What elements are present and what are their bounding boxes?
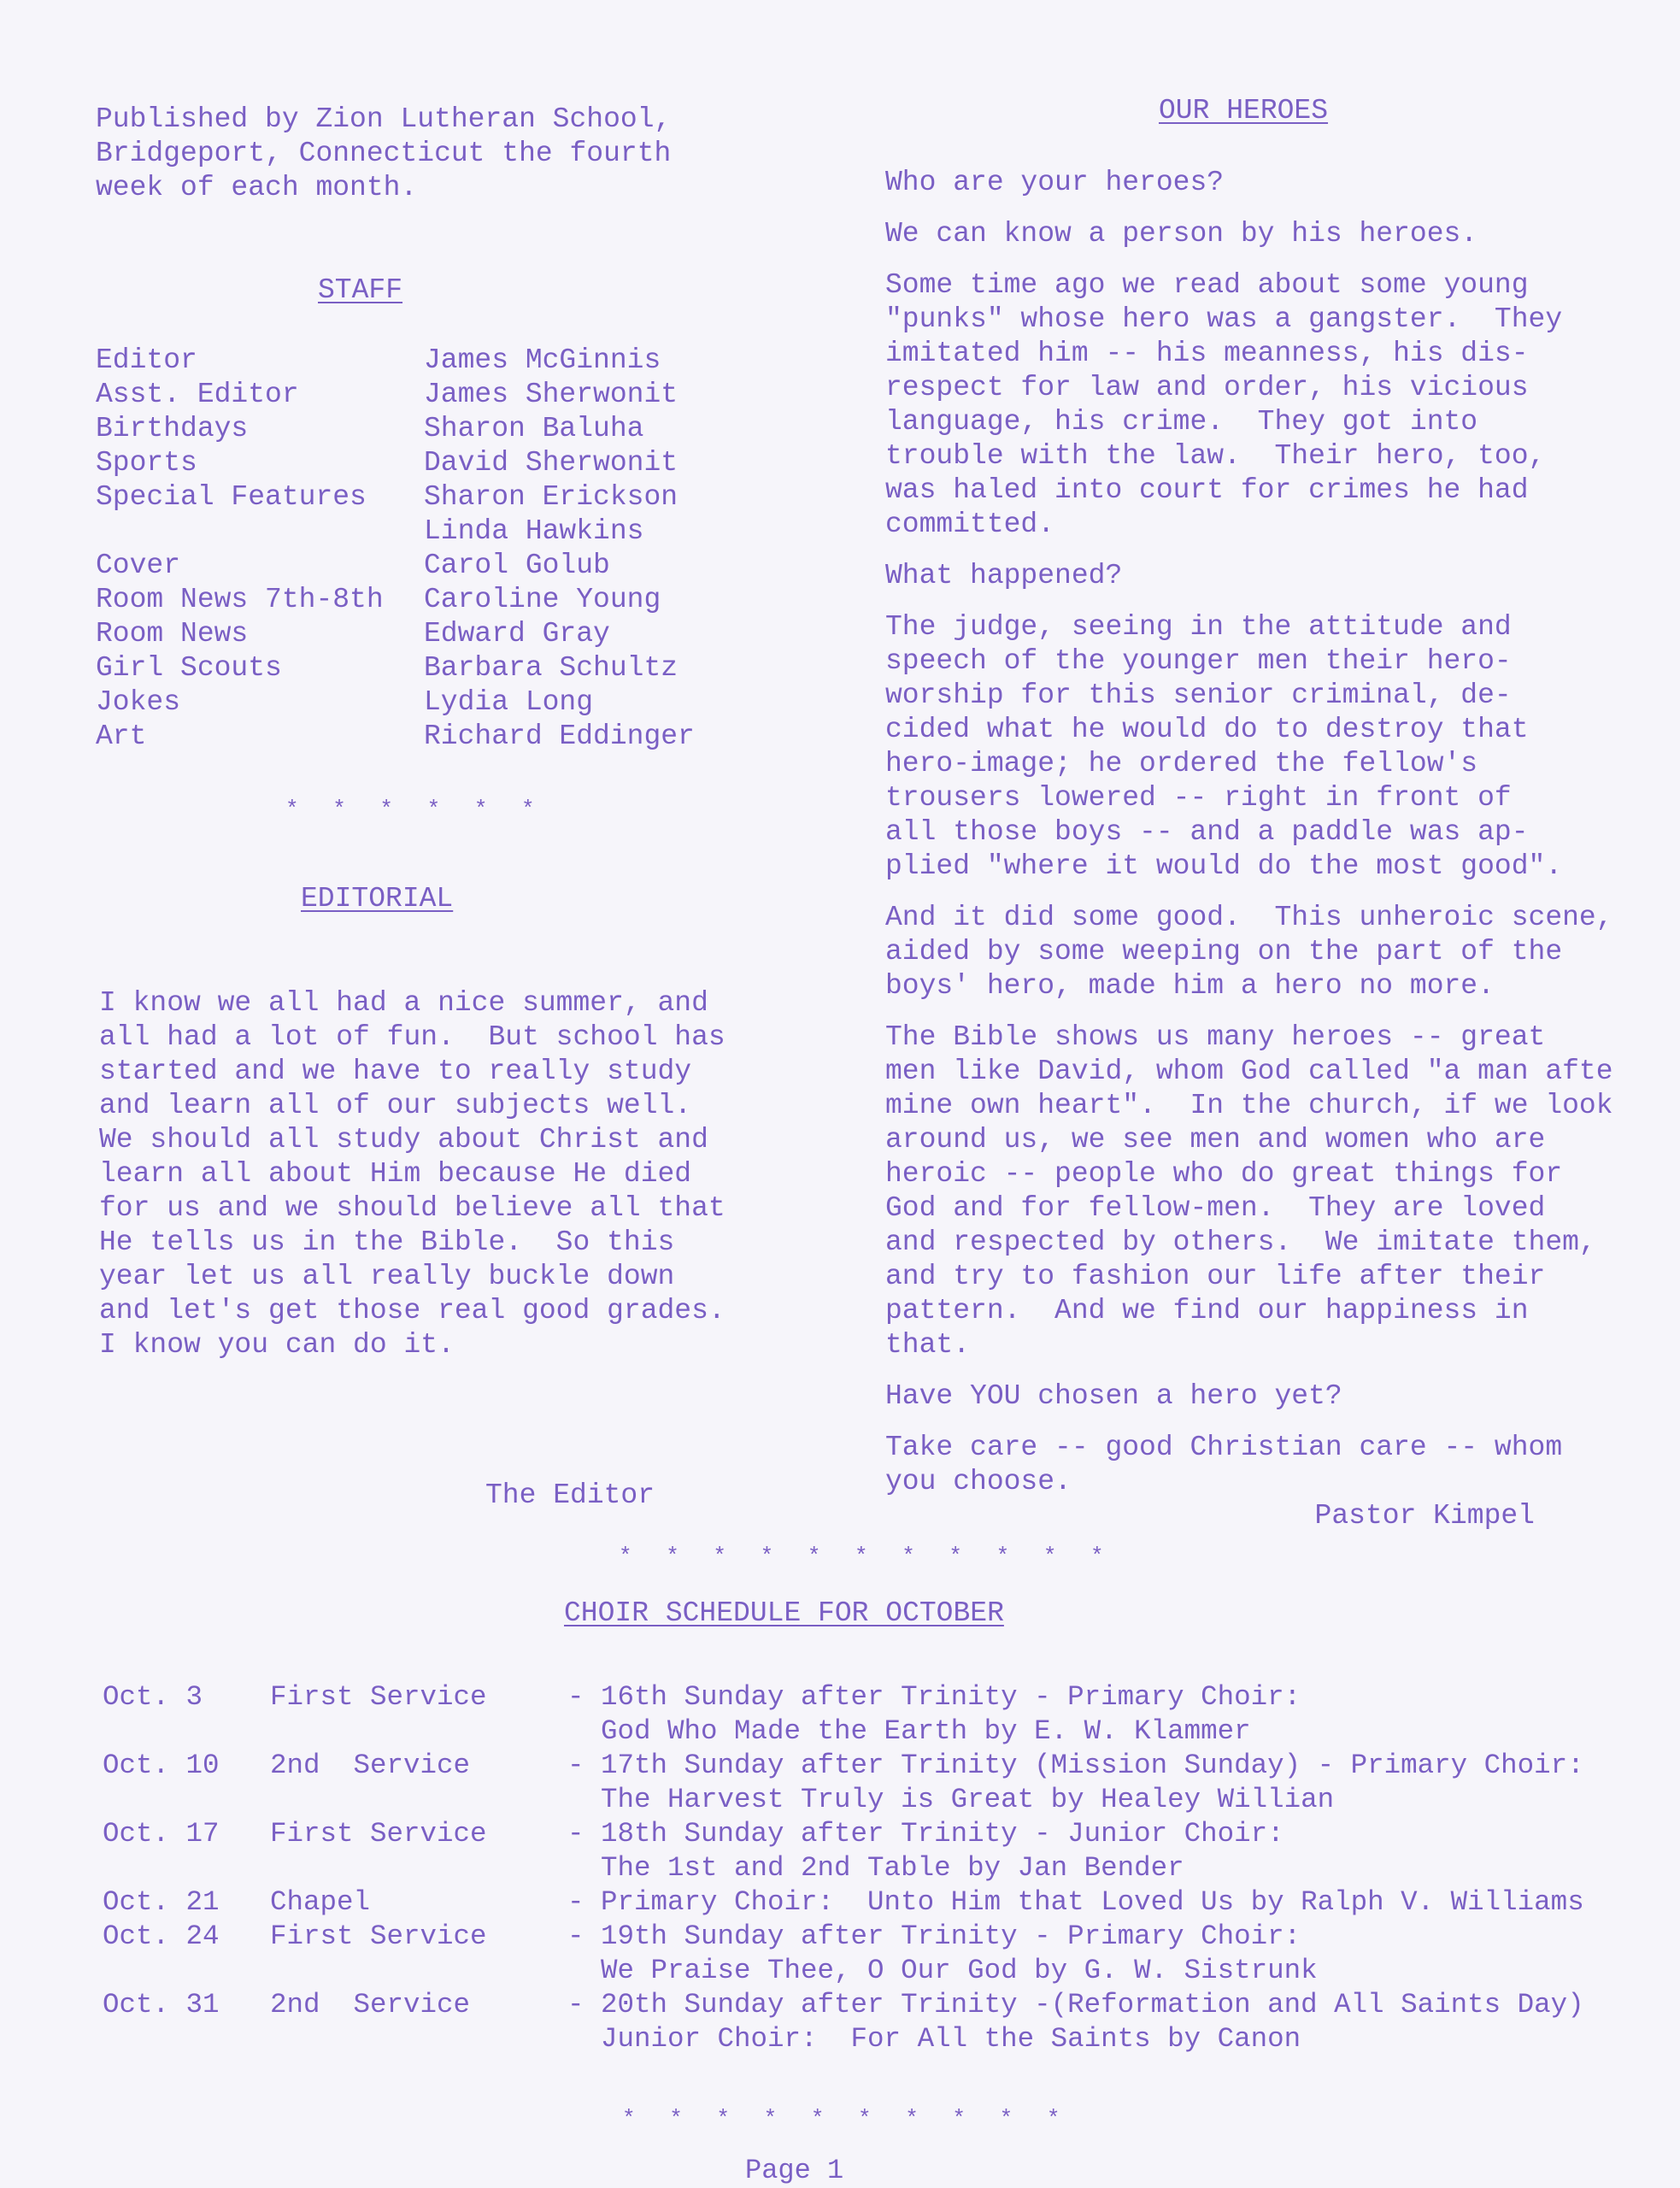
heroes-line: worship for this senior criminal, de- [885, 679, 1512, 711]
editorial-line: year let us all really buckle down [99, 1261, 675, 1292]
choir-description-line: - 17th Sunday after Trinity (Mission Sunday) - Primary Choir: [567, 1750, 1584, 1781]
heroes-line: boys' hero, made him a hero no more. [885, 970, 1495, 1002]
heroes-line: plied "where it would do the most good". [885, 850, 1563, 882]
heroes-body [885, 166, 1654, 1533]
heroes-line: was haled into court for crimes he had [885, 474, 1529, 506]
choir-description [567, 1817, 1284, 1885]
staff-name: James Sherwonit [424, 379, 678, 410]
heroes-line: and respected by others. We imitate them, [885, 1226, 1596, 1258]
heroes-paragraph [885, 1431, 1654, 1499]
masthead-line: Published by Zion Lutheran School, [96, 103, 672, 135]
choir-description-line: The Harvest Truly is Great by Healey Willian [567, 1784, 1335, 1815]
editorial-line: all had a lot of fun. But school has [99, 1021, 725, 1053]
separator-stars: * * * * * * [285, 797, 545, 822]
choir-service: First Service [270, 1681, 487, 1713]
staff-row [96, 446, 695, 480]
staff-row [96, 378, 695, 412]
choir-description-line: - 19th Sunday after Trinity - Primary Choir: [567, 1920, 1301, 1952]
staff-role: Art [96, 721, 147, 752]
choir-description-line: We Praise Thee, O Our God by G. W. Sistrunk [567, 1955, 1318, 1986]
choir-date: Oct. 3 [103, 1681, 203, 1713]
heroes-line: pattern. And we find our happiness in [885, 1295, 1529, 1326]
heroes-paragraph [885, 610, 1654, 884]
heroes-line: you choose. [885, 1466, 1072, 1497]
heroes-line: Some time ago we read about some young [885, 269, 1529, 301]
staff-role: Sports [96, 447, 197, 479]
staff-role: Jokes [96, 686, 181, 718]
heroes-line: respect for law and order, his vicious [885, 372, 1529, 403]
choir-schedule [103, 1680, 1675, 2056]
heroes-line: And it did some good. This unheroic scene, [885, 902, 1613, 933]
heroes-line: committed. [885, 509, 1055, 540]
editorial-signature: The Editor [485, 1479, 655, 1511]
heroes-line: The judge, seeing in the attitude and [885, 611, 1512, 643]
heroes-paragraph [885, 268, 1654, 542]
staff-role: Room News 7th-8th [96, 584, 384, 615]
choir-description [567, 1680, 1301, 1749]
choir-description-line: - Primary Choir: Unto Him that Loved Us by Ralph V. Williams [567, 1886, 1584, 1918]
choir-service: First Service [270, 1920, 487, 1952]
heroes-line: and try to fashion our life after their [885, 1261, 1546, 1292]
staff-row [96, 617, 695, 651]
choir-date: Oct. 31 [103, 1989, 220, 2020]
editorial-line: and let's get those real good grades. [99, 1295, 725, 1326]
heroes-line: aided by some weeping on the part of the [885, 936, 1563, 968]
choir-entry [103, 1885, 1675, 1920]
heroes-line: Have YOU chosen a hero yet? [885, 1380, 1342, 1412]
heroes-line: trouble with the law. Their hero, too, [885, 440, 1546, 472]
staff-row [96, 515, 695, 549]
choir-entry [103, 1988, 1675, 2056]
choir-entry [103, 1817, 1675, 1885]
heroes-paragraph [885, 559, 1654, 593]
heroes-line: all those boys -- and a paddle was ap- [885, 816, 1529, 848]
staff-row [96, 685, 695, 720]
choir-entry [103, 1680, 1675, 1749]
staff-name: James McGinnis [424, 344, 661, 376]
choir-service: Chapel [270, 1886, 371, 1918]
choir-date: Oct. 21 [103, 1886, 220, 1918]
staff-role: Girl Scouts [96, 652, 282, 684]
masthead-line: week of each month. [96, 172, 418, 203]
staff-row [96, 720, 695, 754]
choir-entry [103, 1920, 1675, 1988]
editorial-line: I know we all had a nice summer, and [99, 987, 708, 1019]
heroes-paragraph [885, 166, 1654, 200]
staff-role: Room News [96, 618, 249, 650]
editorial-line: and learn all of our subjects well. [99, 1090, 692, 1121]
heroes-heading: OUR HEROES [1159, 95, 1329, 126]
choir-description-line: - 18th Sunday after Trinity - Junior Choir: [567, 1818, 1284, 1850]
left-column [96, 103, 796, 1511]
staff-table [96, 344, 695, 754]
editorial-line: He tells us in the Bible. So this [99, 1226, 675, 1258]
staff-row [96, 651, 695, 685]
heroes-line: mine own heart". In the church, if we look [885, 1090, 1613, 1121]
choir-service: 2nd Service [270, 1989, 471, 2020]
heroes-line: trousers lowered -- right in front of [885, 782, 1512, 814]
staff-role: Birthdays [96, 413, 249, 444]
heroes-line: Take care -- good Christian care -- whom [885, 1432, 1563, 1463]
staff-name: Carol Golub [424, 550, 610, 581]
choir-service: First Service [270, 1818, 487, 1850]
heroes-line: speech of the younger men their hero- [885, 645, 1512, 677]
heroes-line: "punks" whose hero was a gangster. They [885, 303, 1563, 335]
heroes-line: heroic -- people who do great things for [885, 1158, 1563, 1190]
staff-role [96, 515, 424, 549]
choir-description-line: God Who Made the Earth by E. W. Klammer [567, 1715, 1251, 1747]
heroes-paragraph [885, 1020, 1654, 1362]
heroes-line: imitated him -- his meanness, his dis- [885, 338, 1529, 369]
heroes-line: The Bible shows us many heroes -- great [885, 1021, 1546, 1053]
masthead-line: Bridgeport, Connecticut the fourth [96, 138, 672, 169]
staff-role: Editor [96, 344, 197, 376]
editorial-line: started and we have to really study [99, 1056, 692, 1087]
heroes-line: around us, we see men and women who are [885, 1124, 1546, 1156]
masthead [96, 103, 796, 205]
staff-row [96, 583, 695, 617]
staff-name: Caroline Young [424, 584, 661, 615]
choir-description-line: Junior Choir: For All the Saints by Canon [567, 2023, 1301, 2055]
heroes-line: We can know a person by his heroes. [885, 218, 1478, 250]
page-number: Page 1 [745, 2155, 844, 2186]
separator-stars: * * * * * * * * * * [622, 2106, 1071, 2132]
choir-date: Oct. 17 [103, 1818, 220, 1850]
separator-stars: * * * * * * * * * * * [619, 1544, 1114, 1569]
staff-name: Sharon Erickson [424, 481, 678, 513]
choir-description [567, 1920, 1318, 1988]
heroes-line: that. [885, 1329, 971, 1361]
staff-row [96, 344, 695, 378]
choir-description-line: - 20th Sunday after Trinity -(Reformation and All Saints Day) [567, 1989, 1584, 2020]
staff-name: Sharon Baluha [424, 413, 644, 444]
heroes-line: What happened? [885, 560, 1123, 591]
staff-row [96, 480, 695, 515]
choir-description-line: The 1st and 2nd Table by Jan Bender [567, 1852, 1184, 1884]
staff-name: Linda Hawkins [424, 515, 644, 547]
choir-entry [103, 1749, 1675, 1817]
editorial-heading: EDITORIAL [301, 883, 454, 915]
choir-description [567, 1988, 1584, 2056]
choir-description-line: - 16th Sunday after Trinity - Primary Choir: [567, 1681, 1301, 1713]
heroes-paragraph [885, 1379, 1654, 1414]
heroes-line: Who are your heroes? [885, 167, 1225, 198]
heroes-line: cided what he would do to destroy that [885, 714, 1529, 745]
staff-name: Lydia Long [424, 686, 594, 718]
editorial-line: We should all study about Christ and [99, 1124, 708, 1156]
heroes-line: language, his crime. They got into [885, 406, 1478, 438]
staff-row [96, 549, 695, 583]
staff-name: Edward Gray [424, 618, 610, 650]
choir-date: Oct. 10 [103, 1750, 220, 1781]
editorial-line: for us and we should believe all that [99, 1192, 725, 1224]
staff-heading: STAFF [318, 274, 403, 306]
heroes-line: God and for fellow-men. They are loved [885, 1192, 1546, 1224]
choir-heading: CHOIR SCHEDULE FOR OCTOBER [564, 1597, 1004, 1629]
heroes-line: men like David, whom God called "a man afte [885, 1056, 1613, 1087]
staff-row [96, 412, 695, 446]
editorial-line: I know you can do it. [99, 1329, 455, 1361]
heroes-signature: Pastor Kimpel [1314, 1500, 1535, 1532]
heroes-paragraph [885, 901, 1654, 1003]
editorial-line: learn all about Him because He died [99, 1158, 692, 1190]
staff-name: Barbara Schultz [424, 652, 678, 684]
staff-role: Special Features [96, 481, 367, 513]
staff-name: David Sherwonit [424, 447, 678, 479]
heroes-line: hero-image; he ordered the fellow's [885, 748, 1478, 779]
staff-name: Richard Eddinger [424, 721, 695, 752]
choir-service: 2nd Service [270, 1750, 471, 1781]
choir-description [567, 1885, 1584, 1920]
choir-date: Oct. 24 [103, 1920, 220, 1952]
choir-description [567, 1749, 1584, 1817]
heroes-paragraph [885, 217, 1654, 251]
staff-role: Cover [96, 550, 181, 581]
staff-role: Asst. Editor [96, 379, 299, 410]
editorial-body [99, 986, 800, 1362]
